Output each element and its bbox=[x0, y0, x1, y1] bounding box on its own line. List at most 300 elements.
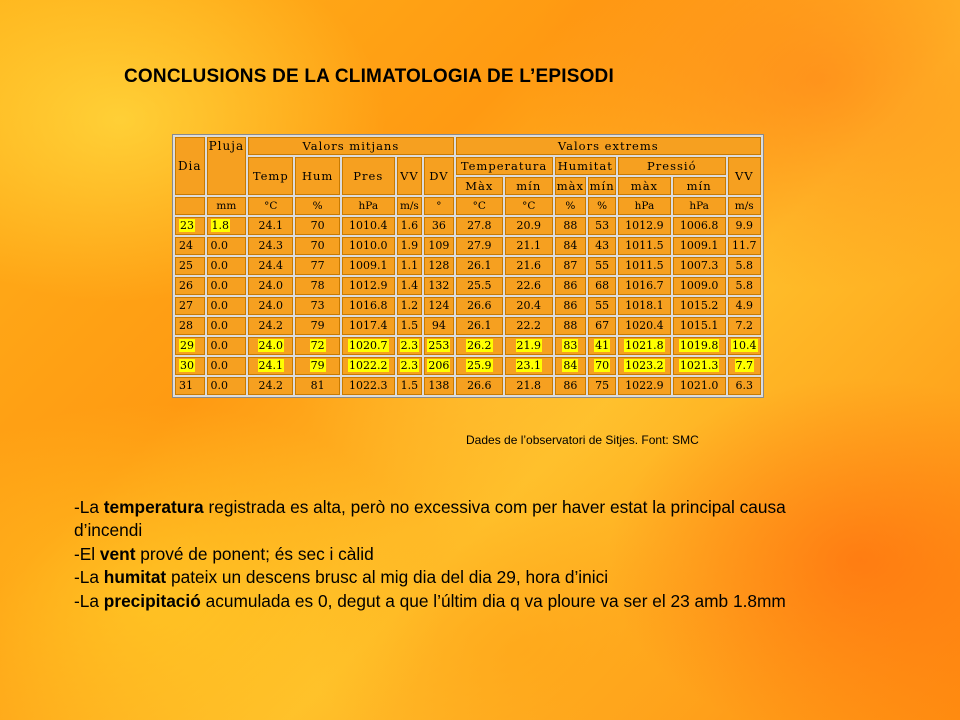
table-cell bbox=[555, 357, 587, 375]
cell-value: 24.0 bbox=[258, 279, 284, 292]
table-cell bbox=[207, 257, 247, 275]
conclusion-item: -La precipitació acumulada es 0, degut a que l’últim dia q va ploure va ser el 23 amb 1.8mm bbox=[74, 590, 786, 611]
source-note: Dades de l’observatori de Sitjes. Font: SMC bbox=[466, 433, 699, 447]
cell-value: 0.0 bbox=[210, 379, 229, 392]
table-cell bbox=[342, 277, 395, 295]
table-cell bbox=[397, 317, 423, 335]
cell-value: 1.1 bbox=[400, 259, 419, 272]
table-cell bbox=[555, 297, 587, 315]
table-cell bbox=[424, 377, 453, 395]
table-cell bbox=[555, 237, 587, 255]
table-row bbox=[175, 277, 761, 295]
table-cell bbox=[505, 317, 552, 335]
table-cell bbox=[248, 357, 293, 375]
table-cell bbox=[207, 337, 247, 355]
table-cell bbox=[505, 297, 552, 315]
cell-value: 1.2 bbox=[400, 299, 419, 312]
table-cell bbox=[248, 217, 293, 235]
table-cell bbox=[175, 217, 205, 235]
header-pressio: Pressió bbox=[618, 157, 725, 175]
cell-value: 0.0 bbox=[210, 259, 229, 272]
table-cell bbox=[505, 277, 552, 295]
cell-value: 1021.0 bbox=[679, 379, 719, 392]
cell-value: 1022.9 bbox=[625, 379, 664, 392]
table-cell bbox=[175, 357, 205, 375]
cell-value: 24.0 bbox=[258, 339, 284, 352]
table-cell bbox=[424, 297, 453, 315]
table-cell bbox=[424, 357, 453, 375]
cell-value: 0.0 bbox=[210, 279, 229, 292]
table-cell bbox=[673, 337, 726, 355]
table-cell bbox=[424, 217, 453, 235]
unit-cell: % bbox=[555, 197, 587, 215]
cell-value: 24.1 bbox=[258, 359, 284, 372]
cell-value: 36 bbox=[431, 219, 446, 232]
cell-value: 29 bbox=[180, 339, 194, 352]
cell-value: 24.4 bbox=[258, 259, 284, 272]
cell-value: 132 bbox=[428, 279, 450, 292]
table-cell bbox=[588, 297, 616, 315]
table-cell bbox=[295, 237, 340, 255]
cell-value: 26.1 bbox=[467, 319, 492, 332]
cell-value: 75 bbox=[595, 379, 610, 392]
table-cell bbox=[207, 357, 247, 375]
table-cell bbox=[618, 377, 671, 395]
table-cell bbox=[397, 337, 423, 355]
cell-value: 88 bbox=[563, 219, 578, 232]
header-vv: VV bbox=[397, 157, 423, 195]
table-cell bbox=[505, 357, 552, 375]
table-cell bbox=[207, 277, 247, 295]
cell-value: 30 bbox=[180, 359, 194, 372]
table-cell bbox=[618, 337, 671, 355]
cell-value: 72 bbox=[310, 339, 325, 352]
header-humitat: Humitat bbox=[555, 157, 617, 175]
cell-value: 1009.1 bbox=[679, 239, 719, 252]
table-cell bbox=[588, 377, 616, 395]
cell-value: 1020.4 bbox=[625, 319, 664, 332]
table-cell bbox=[207, 377, 247, 395]
table-cell bbox=[248, 337, 293, 355]
cell-value: 1011.5 bbox=[625, 239, 664, 252]
cell-value: 26 bbox=[179, 279, 193, 292]
table-cell bbox=[295, 217, 340, 235]
table-cell bbox=[728, 317, 762, 335]
table-cell bbox=[456, 317, 503, 335]
cell-value: 86 bbox=[563, 279, 578, 292]
cell-value: 86 bbox=[563, 379, 578, 392]
cell-value: 81 bbox=[310, 379, 325, 392]
table-cell bbox=[295, 277, 340, 295]
table-cell bbox=[175, 337, 205, 355]
table-cell bbox=[397, 357, 423, 375]
header-pres-max: màx bbox=[618, 177, 671, 195]
cell-value: 1012.9 bbox=[349, 279, 388, 292]
table-cell bbox=[673, 357, 726, 375]
unit-cell: mm bbox=[207, 197, 247, 215]
table-cell bbox=[456, 237, 503, 255]
cell-value: 28 bbox=[179, 319, 193, 332]
table-cell bbox=[618, 217, 671, 235]
cell-value: 9.9 bbox=[735, 219, 753, 232]
table-cell bbox=[248, 237, 293, 255]
cell-value: 43 bbox=[595, 239, 610, 252]
table-cell bbox=[588, 257, 616, 275]
header-pres: Pres bbox=[342, 157, 395, 195]
cell-value: 24.3 bbox=[258, 239, 284, 252]
unit-cell: m/s bbox=[728, 197, 762, 215]
table-cell bbox=[175, 377, 205, 395]
cell-value: 22.2 bbox=[516, 319, 542, 332]
table-cell bbox=[673, 257, 726, 275]
table-cell bbox=[342, 217, 395, 235]
table-cell bbox=[588, 277, 616, 295]
table-cell bbox=[175, 257, 205, 275]
cell-value: 11.7 bbox=[732, 239, 757, 252]
cell-value: 1.5 bbox=[400, 319, 419, 332]
cell-value: 70 bbox=[595, 359, 610, 372]
table-cell bbox=[342, 237, 395, 255]
cell-value: 24.2 bbox=[258, 379, 284, 392]
header-pres-min: mín bbox=[673, 177, 726, 195]
cell-value: 1017.4 bbox=[349, 319, 388, 332]
table-cell bbox=[342, 297, 395, 315]
cell-value: 23 bbox=[180, 219, 194, 232]
table-cell bbox=[505, 217, 552, 235]
table-cell bbox=[295, 357, 340, 375]
cell-value: 84 bbox=[563, 239, 578, 252]
table-cell bbox=[728, 257, 762, 275]
cell-value: 1009.1 bbox=[349, 259, 388, 272]
table-cell bbox=[456, 257, 503, 275]
header-hum-max: màx bbox=[555, 177, 587, 195]
header-vv-extrem: VV bbox=[728, 157, 762, 195]
table-cell bbox=[618, 237, 671, 255]
cell-value: 79 bbox=[310, 359, 325, 372]
table-cell bbox=[555, 217, 587, 235]
table-row bbox=[175, 317, 761, 335]
conclusion-item: -La humitat pateix un descens brusc al mig dia del dia 29, hora d’inici bbox=[74, 567, 609, 588]
cell-value: 5.8 bbox=[735, 259, 753, 272]
table-body bbox=[175, 217, 761, 395]
cell-value: 70 bbox=[310, 239, 325, 252]
cell-value: 26.1 bbox=[467, 259, 492, 272]
unit-cell: hPa bbox=[673, 197, 726, 215]
table-cell bbox=[728, 237, 762, 255]
cell-value: 1021.3 bbox=[679, 359, 719, 372]
table-cell bbox=[207, 317, 247, 335]
cell-value: 55 bbox=[595, 299, 610, 312]
table-cell bbox=[505, 237, 552, 255]
table-cell bbox=[397, 237, 423, 255]
table-cell bbox=[728, 337, 762, 355]
unit-cell: hPa bbox=[342, 197, 395, 215]
table-cell bbox=[728, 377, 762, 395]
cell-value: 20.9 bbox=[516, 219, 542, 232]
unit-cell-dia bbox=[175, 197, 205, 215]
table-cell bbox=[424, 277, 453, 295]
header-valors-mitjans: Valors mitjans bbox=[248, 137, 453, 155]
header-pluja: Pluja bbox=[207, 137, 247, 195]
cell-value: 24.2 bbox=[258, 319, 284, 332]
header-temperatura: Temperatura bbox=[456, 157, 553, 175]
table-cell bbox=[397, 277, 423, 295]
cell-value: 73 bbox=[310, 299, 325, 312]
cell-value: 10.4 bbox=[732, 339, 757, 352]
header-hum-min: mín bbox=[589, 179, 615, 193]
unit-cell: hPa bbox=[618, 197, 671, 215]
table-cell bbox=[175, 277, 205, 295]
table-cell bbox=[424, 317, 453, 335]
cell-value: 4.9 bbox=[735, 299, 753, 312]
cell-value: 1.5 bbox=[400, 379, 419, 392]
cell-value: 1020.7 bbox=[349, 339, 388, 352]
table-cell bbox=[207, 237, 247, 255]
cell-value: 1006.8 bbox=[679, 219, 719, 232]
unit-cell: °C bbox=[456, 197, 503, 215]
table-cell bbox=[505, 377, 552, 395]
table-cell bbox=[618, 257, 671, 275]
header-dv: DV bbox=[424, 157, 453, 195]
conclusions-text bbox=[74, 496, 844, 613]
table-cell bbox=[673, 237, 726, 255]
table-row bbox=[175, 377, 761, 395]
table-cell bbox=[424, 237, 453, 255]
table-row bbox=[175, 297, 761, 315]
cell-value: 1.8 bbox=[211, 219, 230, 232]
cell-value: 1019.8 bbox=[679, 339, 719, 352]
table-row bbox=[175, 217, 761, 235]
cell-value: 0.0 bbox=[210, 239, 229, 252]
cell-value: 21.6 bbox=[516, 259, 542, 272]
cell-value: 88 bbox=[563, 319, 578, 332]
table-cell bbox=[673, 297, 726, 315]
cell-value: 2.3 bbox=[400, 339, 419, 352]
header-hum: Hum bbox=[295, 157, 340, 195]
table-cell bbox=[588, 337, 616, 355]
table-cell bbox=[397, 297, 423, 315]
cell-value: 27 bbox=[179, 299, 193, 312]
cell-value: 68 bbox=[595, 279, 610, 292]
cell-value: 1023.2 bbox=[625, 359, 664, 372]
cell-value: 77 bbox=[310, 259, 325, 272]
header-temp-max: Màx bbox=[456, 177, 503, 195]
table-cell bbox=[588, 357, 616, 375]
cell-value: 67 bbox=[595, 319, 610, 332]
cell-value: 253 bbox=[428, 339, 450, 352]
table-cell bbox=[456, 337, 503, 355]
table-cell bbox=[456, 297, 503, 315]
table-cell bbox=[673, 217, 726, 235]
table-cell bbox=[555, 257, 587, 275]
table-row bbox=[175, 357, 761, 375]
table-cell bbox=[248, 377, 293, 395]
table-cell bbox=[588, 237, 616, 255]
table-cell bbox=[342, 377, 395, 395]
cell-value: 26.2 bbox=[467, 339, 492, 352]
table-cell bbox=[618, 317, 671, 335]
cell-value: 109 bbox=[428, 239, 450, 252]
table-cell bbox=[295, 257, 340, 275]
cell-value: 83 bbox=[563, 339, 578, 352]
cell-value: 0.0 bbox=[210, 359, 229, 372]
cell-value: 1007.3 bbox=[679, 259, 719, 272]
cell-value: 21.1 bbox=[516, 239, 542, 252]
table-cell bbox=[456, 277, 503, 295]
table-cell bbox=[175, 297, 205, 315]
table-cell bbox=[456, 217, 503, 235]
page-title: CONCLUSIONS DE LA CLIMATOLOGIA DE L’EPISODI bbox=[124, 66, 614, 87]
cell-value: 86 bbox=[563, 299, 578, 312]
table-row bbox=[175, 237, 761, 255]
table-cell bbox=[248, 317, 293, 335]
table-cell bbox=[588, 217, 616, 235]
cell-value: 79 bbox=[310, 319, 325, 332]
cell-value: 53 bbox=[595, 219, 610, 232]
header-valors-extrems: Valors extrems bbox=[456, 137, 761, 155]
unit-cell: % bbox=[588, 197, 616, 215]
unit-cell: m/s bbox=[397, 197, 423, 215]
table-cell bbox=[555, 277, 587, 295]
table-cell bbox=[342, 317, 395, 335]
cell-value: 0.0 bbox=[210, 319, 229, 332]
unit-cell: °C bbox=[248, 197, 293, 215]
table-cell bbox=[618, 277, 671, 295]
cell-value: 124 bbox=[428, 299, 450, 312]
table-cell bbox=[728, 297, 762, 315]
cell-value: 27.8 bbox=[467, 219, 492, 232]
cell-value: 23.1 bbox=[516, 359, 542, 372]
cell-value: 84 bbox=[563, 359, 578, 372]
table-cell bbox=[555, 337, 587, 355]
cell-value: 0.0 bbox=[210, 299, 229, 312]
cell-value: 5.8 bbox=[735, 279, 753, 292]
table-cell bbox=[673, 317, 726, 335]
conclusion-item: -El vent prové de ponent; és sec i càlid bbox=[74, 543, 374, 564]
cell-value: 6.3 bbox=[735, 379, 753, 392]
table-cell bbox=[456, 357, 503, 375]
table-cell bbox=[618, 357, 671, 375]
cell-value: 94 bbox=[431, 319, 446, 332]
table-cell bbox=[397, 257, 423, 275]
cell-value: 2.3 bbox=[400, 359, 419, 372]
table-cell bbox=[207, 217, 247, 235]
cell-value: 21.9 bbox=[516, 339, 542, 352]
cell-value: 26.6 bbox=[467, 379, 492, 392]
cell-value: 55 bbox=[595, 259, 610, 272]
cell-value: 138 bbox=[428, 379, 450, 392]
table-cell bbox=[295, 377, 340, 395]
table-cell bbox=[505, 337, 552, 355]
units-row bbox=[175, 197, 761, 215]
table-cell bbox=[728, 217, 762, 235]
unit-cell: °C bbox=[505, 197, 552, 215]
table-row bbox=[175, 257, 761, 275]
cell-value: 70 bbox=[310, 219, 325, 232]
cell-value: 1015.2 bbox=[679, 299, 719, 312]
table-cell bbox=[424, 257, 453, 275]
cell-value: 78 bbox=[310, 279, 325, 292]
cell-value: 26.6 bbox=[467, 299, 492, 312]
cell-value: 27.9 bbox=[467, 239, 492, 252]
cell-value: 1010.4 bbox=[349, 219, 388, 232]
cell-value: 1011.5 bbox=[625, 259, 664, 272]
cell-value: 1018.1 bbox=[625, 299, 664, 312]
table-cell bbox=[555, 377, 587, 395]
cell-value: 1022.2 bbox=[349, 359, 388, 372]
table-cell bbox=[505, 257, 552, 275]
cell-value: 31 bbox=[179, 379, 193, 392]
table-cell bbox=[342, 337, 395, 355]
table-cell bbox=[175, 237, 205, 255]
table-cell bbox=[397, 217, 423, 235]
cell-value: 41 bbox=[595, 339, 610, 352]
table-cell bbox=[207, 297, 247, 315]
table-cell bbox=[555, 317, 587, 335]
table-cell bbox=[248, 257, 293, 275]
table-cell bbox=[456, 377, 503, 395]
cell-value: 0.0 bbox=[210, 339, 229, 352]
table-cell bbox=[673, 277, 726, 295]
cell-value: 1010.0 bbox=[349, 239, 388, 252]
table-cell bbox=[342, 357, 395, 375]
unit-cell: % bbox=[295, 197, 340, 215]
header-dia: Dia bbox=[175, 137, 205, 195]
table-cell bbox=[424, 337, 453, 355]
cell-value: 24 bbox=[179, 239, 193, 252]
table-row bbox=[175, 337, 761, 355]
table-cell bbox=[397, 377, 423, 395]
table-cell bbox=[295, 317, 340, 335]
table-cell bbox=[618, 297, 671, 315]
cell-value: 1016.8 bbox=[349, 299, 388, 312]
cell-value: 25.5 bbox=[467, 279, 492, 292]
table-cell bbox=[588, 317, 616, 335]
cell-value: 1021.8 bbox=[625, 339, 664, 352]
conclusion-item: -La temperatura registrada es alta, però no excessiva com per haver estat la principal causa d’incendi bbox=[74, 497, 786, 541]
cell-value: 25 bbox=[179, 259, 193, 272]
header-temp: Temp bbox=[248, 157, 293, 195]
cell-value: 24.0 bbox=[258, 299, 284, 312]
cell-value: 7.2 bbox=[735, 319, 753, 332]
cell-value: 1009.0 bbox=[679, 279, 719, 292]
unit-cell: ° bbox=[424, 197, 453, 215]
cell-value: 1012.9 bbox=[625, 219, 664, 232]
table-cell bbox=[175, 317, 205, 335]
cell-value: 1015.1 bbox=[679, 319, 719, 332]
table-cell bbox=[728, 277, 762, 295]
table-cell bbox=[248, 297, 293, 315]
cell-value: 87 bbox=[563, 259, 578, 272]
table-cell bbox=[673, 377, 726, 395]
cell-value: 22.6 bbox=[516, 279, 542, 292]
table-cell bbox=[295, 297, 340, 315]
cell-value: 21.8 bbox=[516, 379, 542, 392]
cell-value: 1016.7 bbox=[625, 279, 664, 292]
table-cell bbox=[248, 277, 293, 295]
cell-value: 25.9 bbox=[467, 359, 492, 372]
table-cell bbox=[342, 257, 395, 275]
cell-value: 1.6 bbox=[400, 219, 419, 232]
cell-value: 1.9 bbox=[400, 239, 419, 252]
cell-value: 7.7 bbox=[735, 359, 753, 372]
header-temp-min: mín bbox=[505, 177, 552, 195]
climate-data-table bbox=[172, 134, 764, 398]
table-cell bbox=[728, 357, 762, 375]
cell-value: 206 bbox=[428, 359, 450, 372]
cell-value: 128 bbox=[428, 259, 450, 272]
table-cell bbox=[295, 337, 340, 355]
